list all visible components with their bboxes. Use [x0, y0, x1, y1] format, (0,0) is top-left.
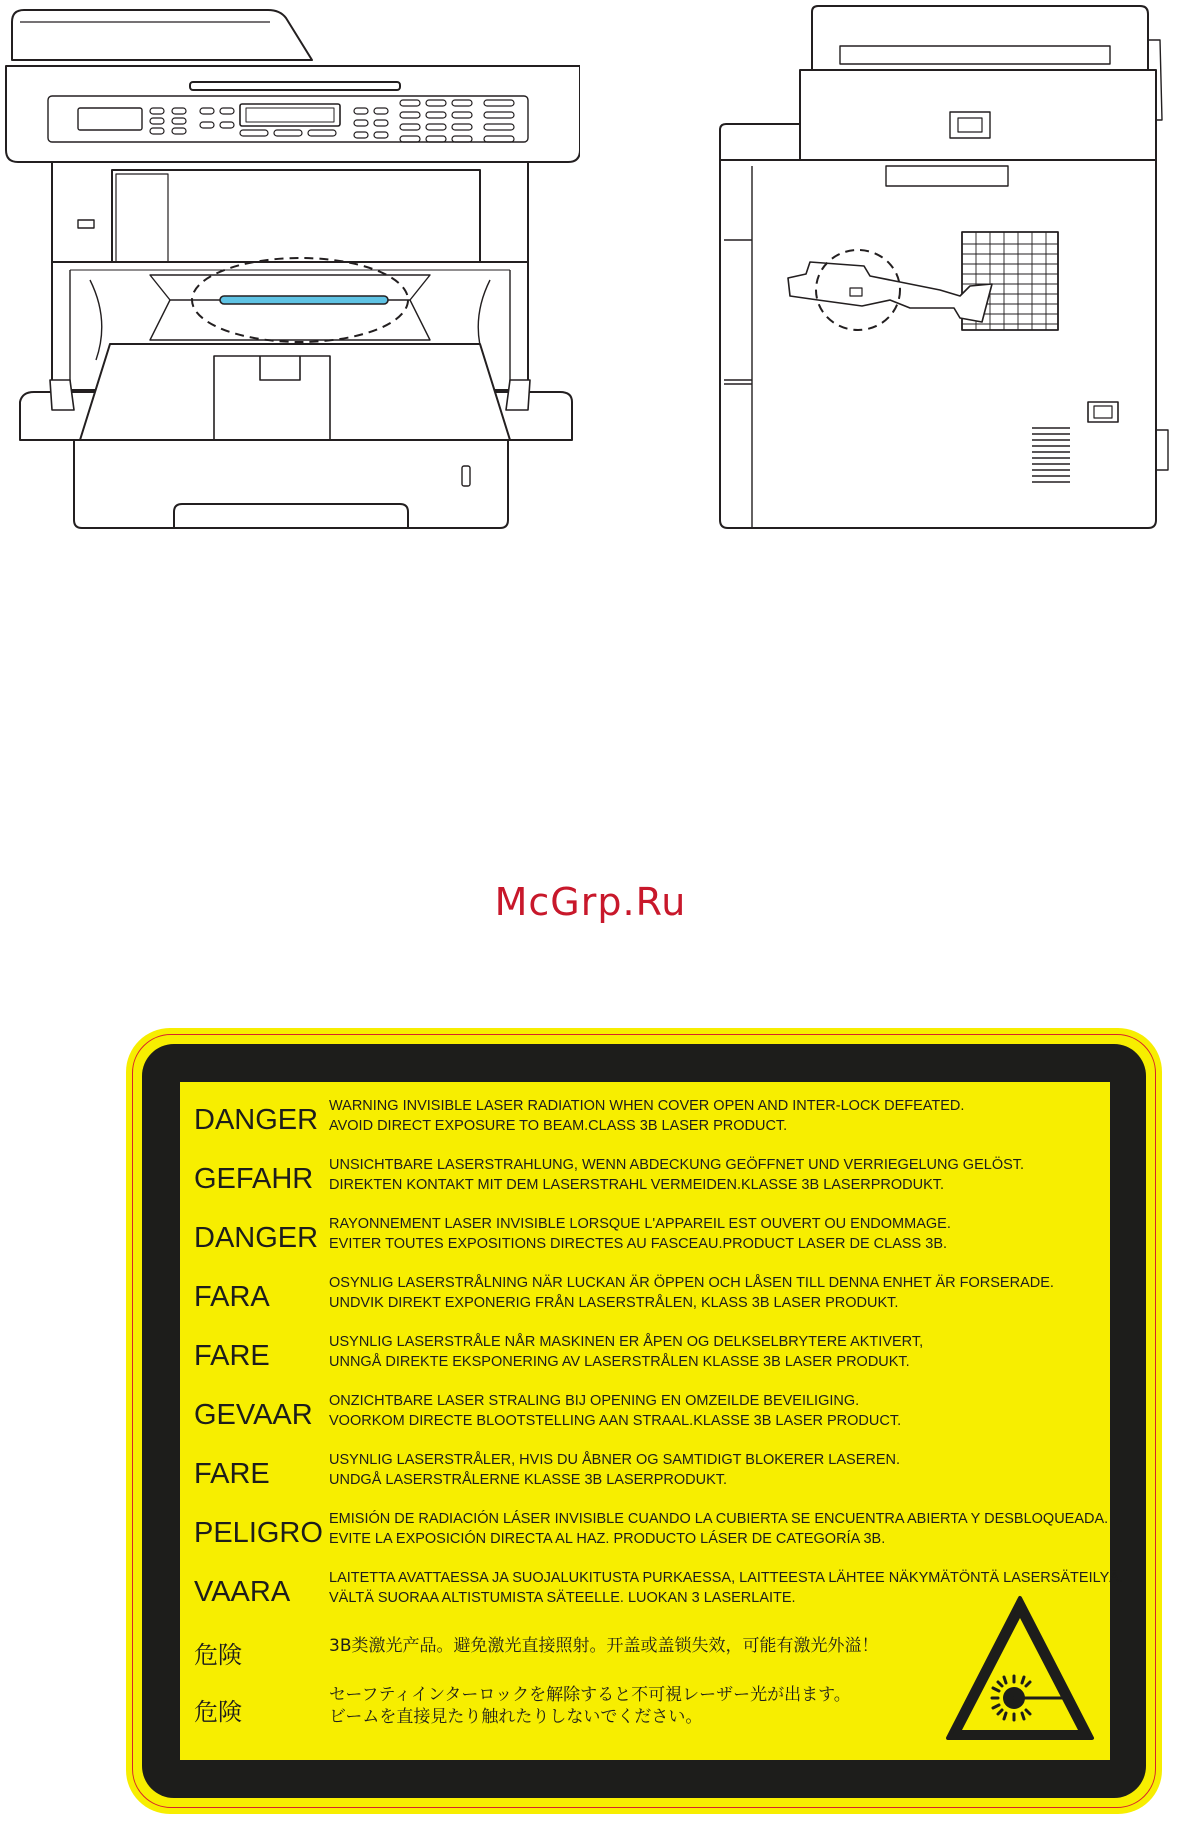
- warning-text: EMISIÓN DE RADIACIÓN LÁSER INVISIBLE CUANDO LA CUBIERTA SE ENCUENTRA ABIERTA Y DESBLOQUEADA. EVITE LA EXPOSICIÓN DIRECTA AL HAZ. PRODUCTO LÁSER DE CATEGORÍA 3B.: [329, 1511, 1109, 1547]
- warning-row-german: [194, 1153, 1104, 1205]
- printer-front-illustration: [0, 0, 580, 540]
- warning-word: PELIGRO: [194, 1517, 323, 1549]
- warning-text: USYNLIG LASERSTRÅLE NÅR MASKINEN ER ÅPEN OG DELKSELBRYTERE AKTIVERT, UNNGÅ DIREKTE EKSPONERING AV LASERSTRÅLEN KLASSE 3B LASER PRODUKT.: [329, 1334, 924, 1370]
- warning-word: 危険: [194, 1698, 242, 1726]
- warning-text: LAITETTA AVATTAESSA JA SUOJALUKITUSTA PURKAESSA, LAITTEESTA LÄHTEE NÄKYMÄTÖNTÄ LASERSÄTEILYÄ. VÄLTÄ SUORAA ALTISTUMISTA SÄTEELLE. LUOKAN 3 LASERLAITE.: [329, 1570, 1123, 1606]
- warning-word: FARE: [194, 1458, 270, 1490]
- warning-word: 危険: [194, 1641, 242, 1669]
- watermark: McGrp.Ru: [494, 880, 687, 924]
- warning-text: 3B类激光产品。避免激光直接照射。开盖或盖锁失效，可能有激光外溢！: [329, 1636, 879, 1656]
- laser-warning-label: [126, 1028, 1162, 1814]
- warning-row-spanish: [194, 1507, 1109, 1559]
- warning-row-norwegian: [194, 1330, 1104, 1382]
- warning-word: FARE: [194, 1340, 270, 1372]
- warning-text: セーフティインターロックを解除すると不可視レーザー光が出ます。 ビームを直接見たり触れたりしないでください。: [329, 1685, 851, 1727]
- warning-word: FARA: [194, 1281, 270, 1313]
- warning-word: DANGER: [194, 1104, 319, 1136]
- warning-row-danish: [194, 1448, 1104, 1500]
- warning-text: UNSICHTBARE LASERSTRAHLUNG, WENN ABDECKUNG GEÖFFNET UND VERRIEGELUNG GELÖST. DIREKTEN KONTAKT MIT DEM LASERSTRAHL VERMEIDEN.KLASSE 3B LASERPRODUKT.: [329, 1157, 1025, 1193]
- label-text-panel: [180, 1082, 1123, 1760]
- warning-row-french: [194, 1212, 1104, 1264]
- warning-text: OSYNLIG LASERSTRÅLNING NÄR LUCKAN ÄR ÖPPEN OCH LÅSEN TILL DENNA ENHET ÄR FORSERADE. UNDVIK DIREKT EXPONERIG FRÅN LASERSTRÅLEN, KLASS 3B LASER PRODUKT.: [329, 1275, 1054, 1311]
- warning-word: GEFAHR: [194, 1163, 314, 1195]
- warning-text: WARNING INVISIBLE LASER RADIATION WHEN COVER OPEN AND INTER-LOCK DEFEATED. AVOID DIRECT EXPOSURE TO BEAM.CLASS 3B LASER PRODUCT.: [329, 1098, 965, 1134]
- warning-text: RAYONNEMENT LASER INVISIBLE LORSQUE L'APPAREIL EST OUVERT OU ENDOMMAGE. EVITER TOUTES EXPOSITIONS DIRECTES AU FASCEAU.PRODUCT LASER DE CLASS 3B.: [329, 1216, 951, 1252]
- warning-text: USYNLIG LASERSTRÅLER, HVIS DU ÅBNER OG SAMTIDIGT BLOKERER LASEREN. UNDGÅ LASERSTRÅLERNE KLASSE 3B LASERPRODUKT.: [329, 1452, 901, 1488]
- laser-radiation-triangle-icon: [940, 1590, 1100, 1750]
- warning-word: VAARA: [194, 1576, 291, 1608]
- warning-row-dutch: [194, 1389, 1104, 1441]
- warning-word: DANGER: [194, 1222, 319, 1254]
- warning-text: ONZICHTBARE LASER STRALING BIJ OPENING EN OMZEILDE BEVEILIGING. VOORKOM DIRECTE BLOOTSTELLING AAN STRAAL.KLASSE 3B LASER PRODUCT.: [329, 1393, 902, 1429]
- warning-row-swedish: [194, 1271, 1104, 1323]
- warning-word: GEVAAR: [194, 1399, 313, 1431]
- printer-side-illustration: [700, 0, 1180, 540]
- warning-row-english: [194, 1094, 1104, 1146]
